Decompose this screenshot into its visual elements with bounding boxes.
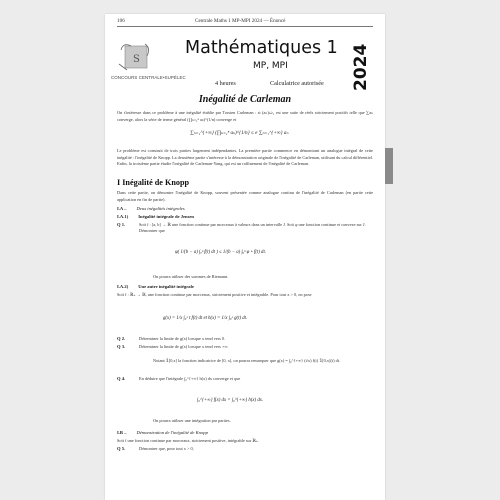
page-side-tab [385,148,393,184]
question-4-label: Q 4. [117,376,126,381]
page-title: Mathématiques 1 [185,38,338,58]
question-1-hint: On pourra utiliser des sommes de Riemann. [153,274,229,279]
subsection-IA2-text: Soit f : ℝ₊ → ℝ, une fonction continue par morceaux, strictement positive et intégrable. Pour tout x > 0, on pose [117,292,312,297]
exam-page [105,14,385,500]
section-1-title: I Inégalité de Knopp [117,178,190,187]
exam-year: 2024 [351,43,371,91]
question-2 [117,336,373,342]
logo-wordmark: CONCOURS CENTRALE•SUPÉLEC [111,75,186,80]
subsection-IA1-label: I.A.1) [117,214,129,219]
main-formula: ∑ₙ₌₁^{+∞} (∏ₖ₌₁ⁿ aₖ)^{1/n} ≤ e ∑ₙ₌₁^{+∞} aₙ [190,130,289,136]
question-3-text: Déterminer la limite de g(x) lorsque x tend vers +∞. [139,344,229,349]
question-5 [117,446,373,452]
g-h-definitions: g(x) = 1/x ∫₀ˣ t f(t) dt et h(x) = 1/x ∫₀ˣ g(t) dt. [163,316,248,321]
subsection-IA-label: I.A – [117,206,127,211]
subsection-IA2-label: I.A.2) [117,284,129,289]
question-3-label: Q 3. [117,344,126,349]
page-subtitle: MP, MPI [253,61,288,71]
jensen-formula: φ( 1/(b − a) ∫ₐᵇ f(t) dt ) ≤ 1/(b − a) ∫ₐᵇ φ ∘ f(t) dt. [175,250,266,255]
subsection-IA [117,206,185,211]
question-1 [117,222,373,234]
question-3 [117,344,373,350]
svg-text:S: S [133,54,140,65]
subsection-IB-title: Démonstration de l'inégalité de Knopp [136,430,208,435]
question-5-text: Démontrer que, pour tout x > 0, [139,446,194,451]
subsection-IA2-title: Une autre inégalité intégrale [138,284,194,289]
subsection-IB-label: I.B – [117,430,127,435]
question-1-text: Soit f : [a, b] → ℝ une fonction continue par morceaux à valeurs dans un intervalle J. Soit φ une fonction continue et convexe sur J. Démontrer que [139,222,366,234]
indicator-notation: Notant 𝟙[0,x] la fonction indicatrice de [0, x], on pourra remarquer que g(x) = ∫₀^{+∞} (t/x) f(t) 𝟙[0,x](t) dt. [153,358,341,363]
header-rule [117,26,373,27]
question-2-text: Déterminer la limite de g(x) lorsque x tend vers 0. [139,336,226,341]
subsection-IA2 [117,284,204,289]
intro-paragraph-2: Le problème est construit de trois parties largement indépendantes. La première partie commence en démontrant un analogue intégral de cette inégalité : l'inégalité de Knopp. La deuxième partie s'intéresse à la démonstration originale de l'inégalité de Carleman, utilisant du calcul différentiel. Enfin, la troisième partie étudie l'inégalité de Carleman-Yang, qui est un raffinement de l'inégalité de Carleman. [117,148,373,167]
subsection-IA1 [117,214,204,219]
integral-equality: ∫₀^{+∞} f(x) dx = ∫₀^{+∞} h(x) dx. [197,398,264,403]
subsection-IB [117,430,208,435]
problem-title: Inégalité de Carleman [198,94,292,105]
question-4-text: En déduire que l'intégrale ∫₀^{+∞} h(x) dx converge et que [139,376,241,381]
subsection-IA1-title: Inégalité intégrale de Jensen [138,214,194,219]
subsection-IA-title: Deux inégalités intégrales [136,206,185,211]
question-4-hint: On pourra utiliser une intégration par parties. [153,418,231,423]
exam-duration: 4 heures [215,80,236,87]
section-1-intro: Dans cette partie, on démontre l'inégalité de Knopp, souvent présentée comme analogue continu de l'inégalité de Carleman (en partie cette application en fin de partie). [117,190,373,202]
question-4 [117,376,373,382]
question-5-label: Q 5. [117,446,126,451]
question-2-label: Q 2. [117,336,126,341]
calculator-policy: Calculatrice autorisée [270,80,324,87]
question-1-label: Q 1. [117,222,126,227]
header-center-text: Centrale Maths 1 MP-MPI 2024 — Énoncé [195,18,286,24]
concours-logo-icon [115,40,155,74]
subsection-IB-text: Soit f une fonction continue par morceaux, strictement positive, intégrable sur ℝ₊. [117,438,260,443]
intro-paragraph-1: On s'intéresse dans ce problème à une inégalité établie par Torsten Carleman : si (aₙ)ₙ≥₁ est une suite de réels strictement positifs telle que ∑aₙ converge, alors la série de terme général (∏ₖ₌₁ⁿ aₖ)^(1/n) converge et [117,110,373,122]
header-page-number: 106 [117,18,125,24]
